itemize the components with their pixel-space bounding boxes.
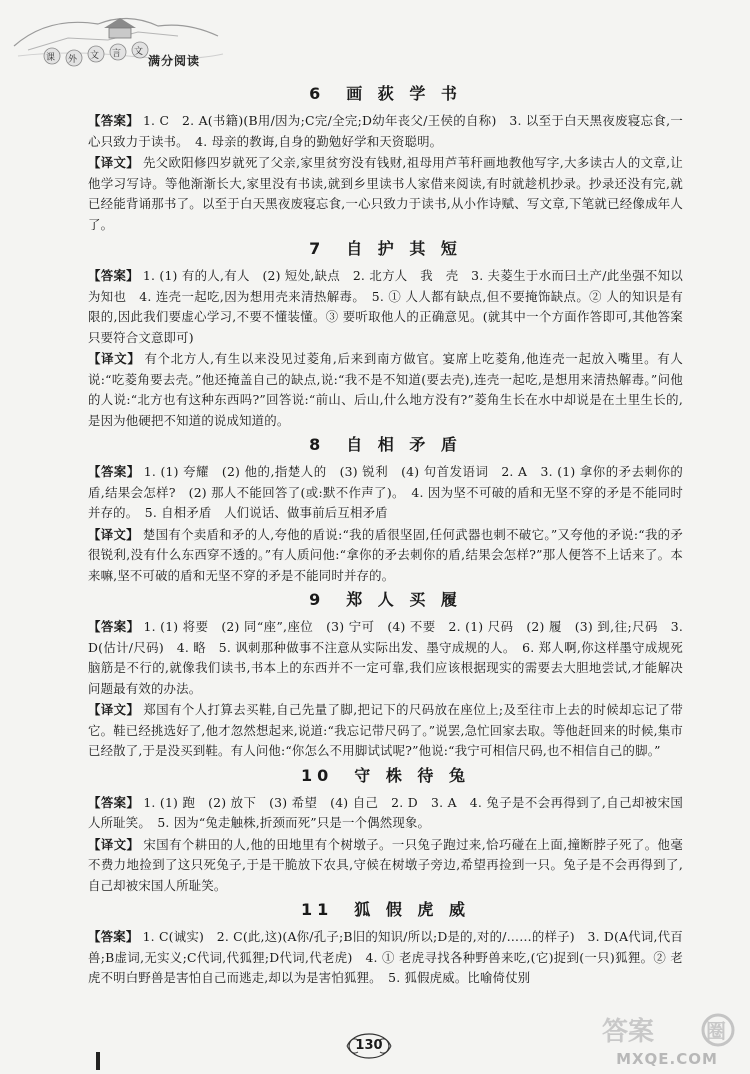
translation-paragraph: 【译文】 楚国有个卖盾和矛的人,夸他的盾说:“我的盾很坚固,任何武器也刺不破它。”又夸他的矛说:“我的矛很锐利,没有什么东西穿不透的。”有人质问他:“拿你的矛去刺你的盾,结果会怎样?”那人便答不上话来了。本来嘛,坚不可破的盾和无坚不穿的矛是不能同时并存的。	[88, 526, 683, 583]
answer-paragraph: 【答案】 1. (1) 将要 (2) 同“座”,座位 (3) 宁可 (4) 不要 2. (1) 尺码 (2) 履 (3) 到,往;尺码 3. D(估计/尺码) 4. 略 5. 讽刺那种做事不注意从实际出发、墨守成规的人。 6. 郑人啊,你这样墨守成规死脑筋是不行的,就像我们读书,书本上的东西并不一定可靠,我们应该根据现实的需要去大胆地尝试,才能解决问题最有效的办法。	[88, 619, 683, 696]
translation-paragraph: 【译文】 郑国有个人打算去买鞋,自己先量了脚,把记下的尺码放在座位上;及至往市上去的时候却忘记了带它。鞋已经挑选好了,他才忽然想起来,说道:“我忘记带尺码了。”说罢,急忙回家去取。等他赶回来的时候,集市已经散了,于是没买到鞋。有人问他:“你怎么不用脚试试呢?”他说:“我宁可相信尺码,也不相信自己的脚。”	[88, 702, 683, 758]
section-title: 9 郑 人 买 履	[309, 590, 462, 609]
svg-text:课: 课	[46, 53, 56, 63]
answer-paragraph: 【答案】 1. C 2. A(书籍)(B用/因为;C完/全完;D幼年丧父/王侯的自称) 3. 以至于白天黑夜废寝忘食,一心只致力于读书。 4. 母亲的教诲,自身的勤勉好学和天资聪明。	[88, 113, 683, 149]
watermark	[592, 1010, 742, 1072]
section-6	[88, 84, 683, 235]
section-title: 11 狐 假 虎 威	[301, 900, 470, 919]
svg-text:圈: 圈	[706, 1019, 726, 1043]
svg-text:答案: 答案	[602, 1017, 655, 1047]
page-number	[344, 1030, 394, 1062]
answer-paragraph: 【答案】 1. (1) 跑 (2) 放下 (3) 希望 (4) 自己 2. D 3. A 4. 兔子是不会再得到了,自己却被宋国人所耻笑。 5. 因为“兔走触株,折颈而死”只是一个偶然现象。	[88, 794, 683, 830]
watermark-url: MXQE.COM	[616, 1050, 718, 1068]
section-title: 10 守 株 待 兔	[301, 765, 470, 785]
section-title: 7 自 护 其 短	[309, 239, 462, 258]
section-title: 6 画 荻 学 书	[309, 84, 462, 103]
svg-text:文: 文	[90, 51, 100, 61]
svg-text:言: 言	[112, 49, 122, 59]
header-banner	[8, 6, 228, 68]
translation-paragraph: 【译文】 有个北方人,有生以来没见过菱角,后来到南方做官。宴席上吃菱角,他连壳一起放入嘴里。有人说:“吃菱角要去壳。”他还掩盖自己的缺点,说:“我不是不知道(要去壳),连壳一起吃,是想用来清热解毒。”问他的人说:“北方也有这种东西吗?”回答说:“前山、后山,什么地方没有?”菱角生长在水中却说是在土里生长的,是因为他硬把不知道的说成知道的。	[88, 351, 683, 428]
answer-paragraph: 【答案】 1. C(诚实) 2. C(此,这)(A你/孔子;B旧的知识/所以;D是的,对的/……的样子) 3. D(A代词,代百兽;B虚词,无实义;C代词,代狐狸;D代词,代老虎) 4. ① 老虎寻找各种野兽来吃,(它)捉到(一只)狐狸。② 老虎不明白野兽是害怕自己而逃走,却以为是害怕狐狸。 5. 狐假虎威。比喻倚仗别	[88, 929, 683, 985]
section-8	[88, 435, 683, 586]
section-11	[88, 900, 683, 989]
book-series-label: 满分阅读	[148, 54, 201, 68]
section-10	[88, 766, 683, 897]
svg-text:外: 外	[68, 55, 78, 65]
answer-content	[88, 84, 683, 993]
section-title: 8 自 相 矛 盾	[309, 435, 462, 454]
watermark-logo-icon	[592, 1010, 742, 1050]
page-number-text: 130	[355, 1038, 383, 1053]
svg-text:文: 文	[134, 47, 144, 57]
translation-paragraph: 【译文】 先父欧阳修四岁就死了父亲,家里贫穷没有钱财,祖母用芦苇秆画地教他写字,大多读古人的文章,让他学习写诗。等他渐渐长大,家里没有书读,就到乡里读书人家借来阅读,有时就趁机抄录。抄录还没有完,就已经能背诵那书了。以至于白天黑夜废寝忘食,一心只致力于读书,从小作诗赋、写文章,下笔就已经像成年人了。	[88, 155, 683, 232]
translation-paragraph: 【译文】 宋国有个耕田的人,他的田地里有个树墩子。一只兔子跑过来,恰巧碰在上面,撞断脖子死了。他毫不费力地捡到了这只死兔子,于是干脆放下农具,守候在树墩子旁边,希望再捡到一只。兔子是不会再得到了,自己却被宋国人所耻笑。	[88, 836, 683, 893]
section-9	[88, 590, 683, 762]
answer-paragraph: 【答案】 1. (1) 有的人,有人 (2) 短处,缺点 2. 北方人 我 壳 3. 夫菱生于水而曰土产/此坐强不知以为知也 4. 连壳一起吃,因为想用壳来清热解毒。 5. ① 人人都有缺点,但不要掩饰缺点。② 人的知识是有限的,因此我们要虚心学习,不要不懂装懂。③ 要听取他人的正确意见。(就其中一个方面作答即可,其他答案只要符合文意即可)	[88, 268, 683, 345]
section-7	[88, 239, 683, 431]
answer-paragraph: 【答案】 1. (1) 夸耀 (2) 他的,指楚人的 (3) 锐利 (4) 句首发语词 2. A 3. (1) 拿你的矛去刺你的盾,结果会怎样? (2) 那人不能回答了(或:默不作声了)。 4. 因为坚不可破的盾和无坚不穿的矛是不能同时并存的。 5. 自相矛盾 人们说话、做事前后互相矛盾	[88, 464, 683, 520]
scan-edge-mark	[96, 1052, 100, 1070]
